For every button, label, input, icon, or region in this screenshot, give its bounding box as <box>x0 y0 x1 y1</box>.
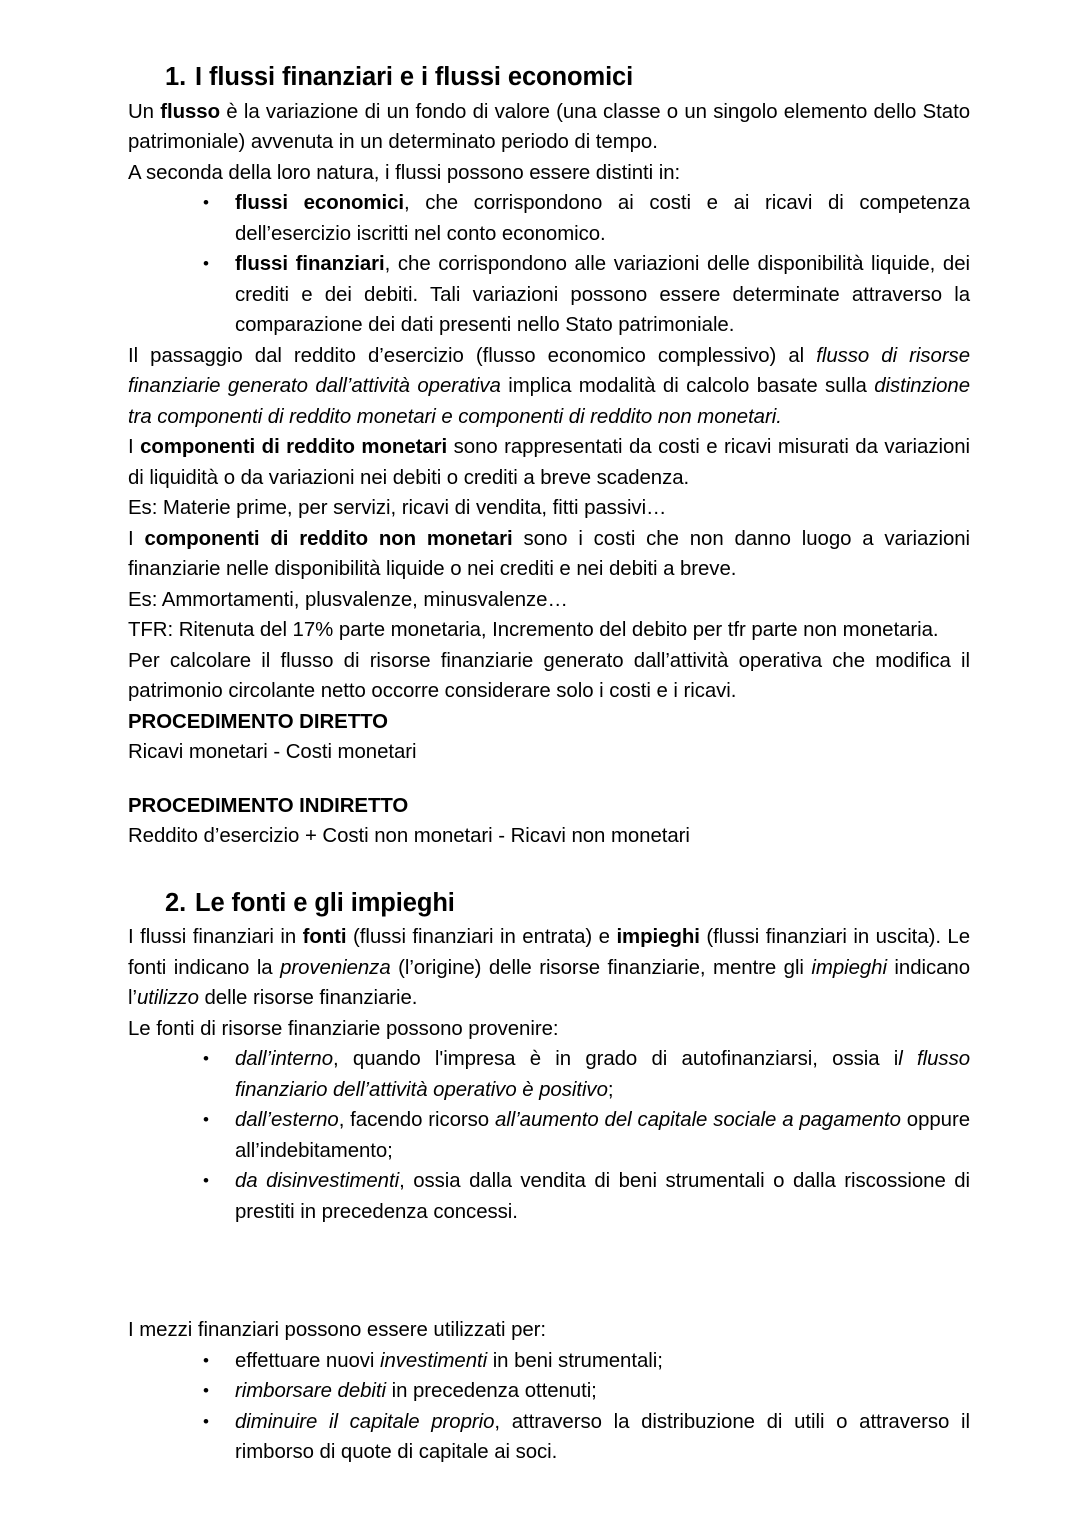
list-item <box>203 1105 970 1166</box>
list-impieghi-mezzi <box>128 1346 970 1468</box>
emphasis-diminuire-capitale: diminuire il capitale proprio <box>235 1410 495 1433</box>
emphasis-investimenti: investimenti <box>380 1349 488 1372</box>
text-fragment: in precedenza ottenuti; <box>386 1380 597 1403</box>
emphasis-da-disinvestimenti: da disinvestimenti <box>235 1170 400 1193</box>
term-flusso: flusso <box>160 100 220 123</box>
list-item <box>203 188 970 249</box>
term-fonti: fonti <box>302 926 347 949</box>
formula-procedimento-diretto: Ricavi monetari - Costi monetari <box>128 741 417 764</box>
spacer <box>128 768 970 791</box>
section-2-heading <box>128 888 970 919</box>
text-fragment: effettuare nuovi <box>235 1349 381 1372</box>
text-fragment: (flussi finanziari in entrata) e <box>346 926 617 949</box>
text-fragment: , che corrispondono ai costi e ai ricavi di competenza dell’esercizio iscritti nel conto economico. <box>235 192 970 245</box>
heading-procedimento-diretto: PROCEDIMENTO DIRETTO <box>128 710 388 733</box>
text-fragment: , attraverso la distribuzione di utili o attraverso il rimborso di quote di capitale ai soci. <box>235 1410 970 1464</box>
paragraph-fonti-impieghi <box>128 922 970 1014</box>
heading-procedimento-indiretto: PROCEDIMENTO INDIRETTO <box>128 794 409 817</box>
text-fragment: , ossia dalla vendita di beni strumentali o dalla riscossione di prestiti in precedenza concessi. <box>235 1170 971 1223</box>
term-flussi-finanziari: flussi finanziari <box>235 253 385 276</box>
text-fragment: , che corrispondono alle variazioni delle disponibilità liquide, dei crediti e dei debiti. Tali variazioni possono essere determinate attraverso la comparazione dei dati presenti nello Stato patrimoniale. <box>235 253 970 337</box>
text-fragment: (flussi finanziari in uscita). Le fonti indicano la <box>128 926 971 979</box>
text-fragment: (l’origine) delle risorse finanziarie, mentre gli <box>390 956 812 979</box>
emphasis-rimborsare-debiti: rimborsare debiti <box>235 1380 387 1403</box>
text-fragment: è la variazione di un fondo di valore (una classe o un singolo elemento dello Stato patrimoniale) avvenuta in un determinato periodo di tempo. <box>128 100 970 154</box>
section-1-title: I flussi finanziari e i flussi economici <box>195 63 634 91</box>
paragraph-componenti-non-monetari <box>128 524 970 585</box>
section-1-number: 1. <box>165 63 187 91</box>
list-item <box>203 249 970 341</box>
paragraph-flusso-definition <box>128 97 970 158</box>
term-componenti-non-monetari: componenti di reddito non monetari <box>144 527 513 550</box>
paragraph-lead-mezzi: I mezzi finanziari possono essere utilizzati per: <box>128 1319 547 1342</box>
text-fragment: I <box>128 436 141 459</box>
list-fonti-provenienza <box>128 1044 970 1227</box>
list-item <box>203 1044 970 1105</box>
emphasis-provenienza: provenienza <box>280 956 391 979</box>
formula-procedimento-indiretto: Reddito d’esercizio + Costi non monetari - Ricavi non monetari <box>128 825 690 848</box>
section-2-title: Le fonti e gli impieghi <box>195 888 455 917</box>
text-fragment: I <box>128 527 145 550</box>
text-fragment: indicano l’ <box>128 956 970 1010</box>
text-fragment: oppure all’indebitamento; <box>235 1109 970 1162</box>
emphasis-flusso-risorse: flusso di risorse finanziarie generato dall’attività operativa <box>128 344 970 398</box>
text-fragment: in beni strumentali; <box>487 1349 663 1372</box>
text-fragment: , facendo ricorso <box>338 1109 495 1132</box>
paragraph-per-calcolare: Per calcolare il flusso di risorse finanziarie generato dall’attività operativa che modifica il patrimonio circolante netto occorre considerare solo i costi e i ricavi. <box>128 649 970 703</box>
paragraph-lead-fonti: Le fonti di risorse finanziarie possono provenire: <box>128 1017 559 1040</box>
list-tipi-flussi <box>128 188 970 341</box>
text-fragment: sono rappresentati da costi e ricavi misurati da variazioni di liquidità o da variazioni nei debiti o crediti a breve scadenza. <box>128 436 970 489</box>
text-fragment: implica modalità di calcolo basate sulla <box>500 375 875 398</box>
term-flussi-economici: flussi economici <box>235 192 405 215</box>
text-fragment: ; <box>607 1078 614 1101</box>
list-item <box>203 1407 970 1468</box>
spacer <box>128 852 970 888</box>
text-fragment: delle risorse finanziarie. <box>198 987 418 1010</box>
emphasis-dall-interno: dall’interno <box>235 1048 334 1071</box>
emphasis-impieghi: impieghi <box>811 956 887 979</box>
paragraph-esempi-non-monetari: Es: Ammortamenti, plusvalenze, minusvalenze… <box>128 588 568 611</box>
paragraph-esempi-monetari: Es: Materie prime, per servizi, ricavi di vendita, fitti passivi… <box>128 497 667 520</box>
paragraph-passaggio-reddito <box>128 341 970 433</box>
section-2-number: 2. <box>165 888 187 917</box>
text-fragment: sono i costi che non danno luogo a variazioni finanziarie nelle disponibilità liquide o nei crediti e nei debiti a breve. <box>128 527 971 581</box>
term-componenti-monetari: componenti di reddito monetari <box>140 436 448 459</box>
emphasis-dall-esterno: dall’esterno <box>235 1109 339 1132</box>
paragraph-componenti-monetari <box>128 432 970 493</box>
term-impieghi: impieghi <box>616 926 700 949</box>
section-1-heading <box>128 62 970 93</box>
list-item <box>203 1376 970 1407</box>
paragraph-tfr: TFR: Ritenuta del 17% parte monetaria, Incremento del debito per tfr parte non monetaria. <box>128 619 939 642</box>
emphasis-utilizzo: utilizzo <box>136 987 199 1010</box>
text-fragment: , quando l'impresa è in grado di autofinanziarsi, ossia i <box>333 1048 899 1071</box>
text-fragment: Il passaggio dal reddito d’esercizio (flusso economico complessivo) al <box>128 344 817 367</box>
emphasis-aumento-capitale: all’aumento del capitale sociale a pagamento <box>494 1109 901 1132</box>
spacer <box>128 1227 970 1315</box>
text-fragment: I flussi finanziari in <box>128 926 303 949</box>
document-body <box>128 62 970 1468</box>
text-fragment: Un <box>128 100 161 123</box>
emphasis-flusso-positivo: l flusso finanziario dell’attività operativo è positivo <box>235 1048 971 1101</box>
emphasis-distinzione: distinzione tra componenti di reddito monetari e componenti di reddito non monetari. <box>128 375 970 428</box>
list-item <box>203 1166 970 1227</box>
paragraph-natura-flussi: A seconda della loro natura, i flussi possono essere distinti in: <box>128 161 681 184</box>
list-item <box>203 1346 970 1377</box>
